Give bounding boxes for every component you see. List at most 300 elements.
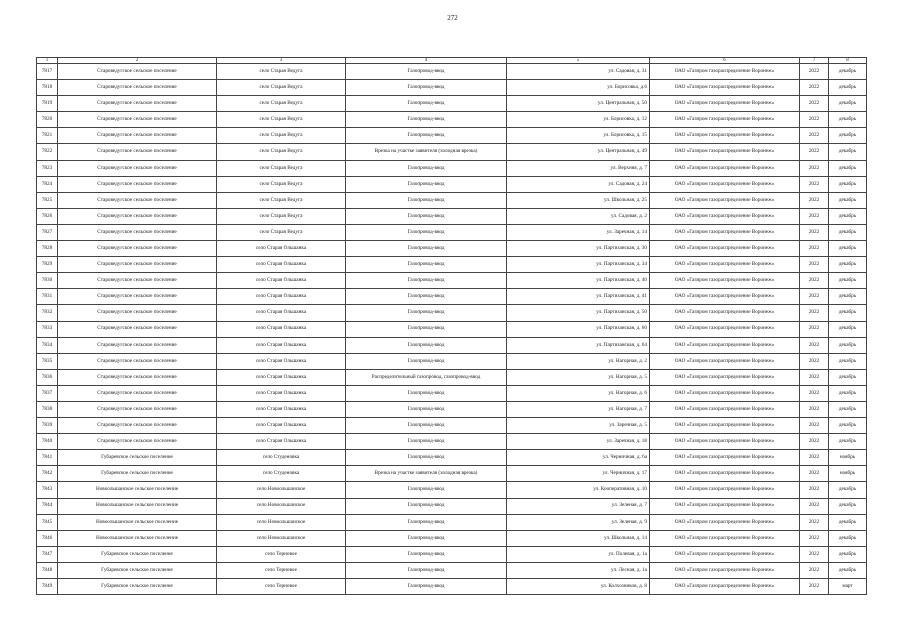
owner-cell: ОАО «Газпром газораспределение Воронеж»	[650, 192, 800, 208]
row-number: 7841	[37, 450, 58, 466]
village-cell: село Терновое	[217, 546, 346, 562]
row-number: 7821	[37, 128, 58, 144]
village-cell: село Старая Ведуга	[217, 208, 346, 224]
row-number: 7834	[37, 337, 58, 353]
object-type-cell: Газопровод-ввод	[346, 224, 507, 240]
row-number: 7833	[37, 321, 58, 337]
table-row	[37, 498, 867, 514]
address-cell: ул. Школьная, д. 25	[507, 192, 650, 208]
month-cell: ноябрь	[829, 450, 867, 466]
address-cell: ул. Нагорная, д. 7	[507, 401, 650, 417]
address-cell: ул. Черничная, д. 17	[507, 466, 650, 482]
village-cell: село Старая Ольшанка	[217, 257, 346, 273]
object-type-cell: Врезка на участке заявителя (холодная врезка)	[346, 466, 507, 482]
address-cell: ул. Заречная, д. 5	[507, 418, 650, 434]
settlement-cell: Староведугское сельское поселение	[58, 305, 217, 321]
village-cell: село Старая Ольшанка	[217, 321, 346, 337]
table-row	[37, 80, 867, 96]
table-row	[37, 579, 867, 595]
month-cell: декабрь	[829, 112, 867, 128]
month-cell: декабрь	[829, 241, 867, 257]
table-row	[37, 353, 867, 369]
village-cell: село Старая Ольшанка	[217, 289, 346, 305]
object-type-cell: Газопровод-ввод	[346, 498, 507, 514]
address-cell: ул. Колхозников, д. 8	[507, 579, 650, 595]
object-type-cell: Газопровод-ввод	[346, 353, 507, 369]
owner-cell: ОАО «Газпром газораспределение Воронеж»	[650, 353, 800, 369]
address-cell: ул. Партизанская, д. 30	[507, 241, 650, 257]
owner-cell: ОАО «Газпром газораспределение Воронеж»	[650, 579, 800, 595]
address-cell: ул. Зеленая, д. 9	[507, 514, 650, 530]
month-cell: декабрь	[829, 353, 867, 369]
object-type-cell: Газопровод-ввод	[346, 385, 507, 401]
village-cell: село Старая Ольшанка	[217, 385, 346, 401]
year-cell: 2022	[800, 64, 829, 80]
year-cell: 2022	[800, 192, 829, 208]
month-cell: декабрь	[829, 498, 867, 514]
address-cell: ул. Кооперативная, д. 10	[507, 482, 650, 498]
column-number: 5	[507, 58, 650, 64]
owner-cell: ОАО «Газпром газораспределение Воронеж»	[650, 289, 800, 305]
owner-cell: ОАО «Газпром газораспределение Воронеж»	[650, 337, 800, 353]
owner-cell: ОАО «Газпром газораспределение Воронеж»	[650, 144, 800, 160]
settlement-cell: Староведугское сельское поселение	[58, 401, 217, 417]
address-cell: ул. Полевая, д. 1а	[507, 546, 650, 562]
month-cell: декабрь	[829, 208, 867, 224]
object-type-cell: Газопровод-ввод	[346, 579, 507, 595]
row-number: 7832	[37, 305, 58, 321]
year-cell: 2022	[800, 434, 829, 450]
table-row	[37, 289, 867, 305]
row-number: 7823	[37, 160, 58, 176]
address-cell: ул. Садовая, д. 31	[507, 64, 650, 80]
village-cell: село Старая Ведуга	[217, 96, 346, 112]
address-cell: ул. Нагорная, д. 2	[507, 353, 650, 369]
settlement-cell: Староведугское сельское поселение	[58, 385, 217, 401]
village-cell: село Новоольшанское	[217, 482, 346, 498]
settlement-cell: Староведугское сельское поселение	[58, 224, 217, 240]
year-cell: 2022	[800, 257, 829, 273]
address-cell: ул. Нагорная, д. 6	[507, 385, 650, 401]
object-type-cell: Газопровод-ввод	[346, 273, 507, 289]
year-cell: 2022	[800, 514, 829, 530]
table-row	[37, 224, 867, 240]
owner-cell: ОАО «Газпром газораспределение Воронеж»	[650, 546, 800, 562]
row-number: 7835	[37, 353, 58, 369]
row-number: 7844	[37, 498, 58, 514]
object-type-cell: Газопровод-ввод	[346, 434, 507, 450]
row-number: 7826	[37, 208, 58, 224]
year-cell: 2022	[800, 289, 829, 305]
address-cell: ул. Партизанская, д. 60	[507, 321, 650, 337]
village-cell: село Старая Ольшанка	[217, 273, 346, 289]
table-row	[37, 530, 867, 546]
village-cell: село Терновое	[217, 579, 346, 595]
year-cell: 2022	[800, 128, 829, 144]
owner-cell: ОАО «Газпром газораспределение Воронеж»	[650, 401, 800, 417]
owner-cell: ОАО «Газпром газораспределение Воронеж»	[650, 418, 800, 434]
column-number: 6	[650, 58, 800, 64]
village-cell: село Студеновка	[217, 466, 346, 482]
address-cell: ул. Нагорная, д. 5	[507, 369, 650, 385]
month-cell: декабрь	[829, 321, 867, 337]
year-cell: 2022	[800, 96, 829, 112]
object-type-cell: Газопровод-ввод	[346, 546, 507, 562]
month-cell: декабрь	[829, 144, 867, 160]
row-number: 7840	[37, 434, 58, 450]
settlement-cell: Староведугское сельское поселение	[58, 128, 217, 144]
address-cell: ул. Садовая, д. 24	[507, 176, 650, 192]
object-type-cell: Газопровод-ввод	[346, 514, 507, 530]
table-row	[37, 241, 867, 257]
table-row	[37, 257, 867, 273]
object-type-cell: Распределительный газопровод, газопровод-ввод	[346, 369, 507, 385]
owner-cell: ОАО «Газпром газораспределение Воронеж»	[650, 241, 800, 257]
column-number: 2	[58, 58, 217, 64]
owner-cell: ОАО «Газпром газораспределение Воронеж»	[650, 305, 800, 321]
settlement-cell: Староведугское сельское поселение	[58, 337, 217, 353]
row-number: 7848	[37, 562, 58, 578]
row-number: 7849	[37, 579, 58, 595]
year-cell: 2022	[800, 579, 829, 595]
owner-cell: ОАО «Газпром газораспределение Воронеж»	[650, 466, 800, 482]
address-cell: ул. Садовая, д. 2	[507, 208, 650, 224]
table-row	[37, 112, 867, 128]
object-type-cell: Газопровод-ввод	[346, 128, 507, 144]
object-type-cell: Газопровод-ввод	[346, 176, 507, 192]
table-row	[37, 273, 867, 289]
owner-cell: ОАО «Газпром газораспределение Воронеж»	[650, 498, 800, 514]
year-cell: 2022	[800, 530, 829, 546]
month-cell: декабрь	[829, 96, 867, 112]
object-type-cell: Газопровод-ввод	[346, 450, 507, 466]
village-cell: село Студеновка	[217, 450, 346, 466]
row-number: 7839	[37, 418, 58, 434]
year-cell: 2022	[800, 385, 829, 401]
settlement-cell: Новоольшанское сельское поселение	[58, 498, 217, 514]
address-cell: ул. Партизанская, д. 50	[507, 305, 650, 321]
address-cell: ул. Борисовка, д.6	[507, 80, 650, 96]
row-number: 7831	[37, 289, 58, 305]
year-cell: 2022	[800, 337, 829, 353]
table-row	[37, 208, 867, 224]
village-cell: село Старая Ведуга	[217, 80, 346, 96]
row-number: 7825	[37, 192, 58, 208]
object-type-cell: Газопровод-ввод	[346, 530, 507, 546]
object-type-cell: Газопровод-ввод	[346, 192, 507, 208]
month-cell: декабрь	[829, 418, 867, 434]
month-cell: декабрь	[829, 482, 867, 498]
object-type-cell: Газопровод-ввод	[346, 96, 507, 112]
row-number: 7846	[37, 530, 58, 546]
owner-cell: ОАО «Газпром газораспределение Воронеж»	[650, 208, 800, 224]
table-row	[37, 385, 867, 401]
settlement-cell: Староведугское сельское поселение	[58, 353, 217, 369]
address-cell: ул. Борисовка, д. 12	[507, 112, 650, 128]
village-cell: село Старая Ведуга	[217, 64, 346, 80]
address-cell: ул. Лесная, д. 1а	[507, 562, 650, 578]
village-cell: село Старая Ольшанка	[217, 418, 346, 434]
row-number: 7847	[37, 546, 58, 562]
year-cell: 2022	[800, 241, 829, 257]
settlement-cell: Староведугское сельское поселение	[58, 369, 217, 385]
month-cell: декабрь	[829, 401, 867, 417]
year-cell: 2022	[800, 466, 829, 482]
village-cell: село Старая Ведуга	[217, 224, 346, 240]
table-row	[37, 321, 867, 337]
owner-cell: ОАО «Газпром газораспределение Воронеж»	[650, 450, 800, 466]
owner-cell: ОАО «Газпром газораспределение Воронеж»	[650, 321, 800, 337]
settlement-cell: Староведугское сельское поселение	[58, 273, 217, 289]
row-number: 7838	[37, 401, 58, 417]
owner-cell: ОАО «Газпром газораспределение Воронеж»	[650, 273, 800, 289]
year-cell: 2022	[800, 450, 829, 466]
settlement-cell: Староведугское сельское поселение	[58, 112, 217, 128]
row-number: 7822	[37, 144, 58, 160]
address-cell: ул. Зеленая, д. 7	[507, 498, 650, 514]
month-cell: март	[829, 579, 867, 595]
year-cell: 2022	[800, 305, 829, 321]
settlement-cell: Староведугское сельское поселение	[58, 64, 217, 80]
month-cell: декабрь	[829, 385, 867, 401]
year-cell: 2022	[800, 562, 829, 578]
year-cell: 2022	[800, 546, 829, 562]
owner-cell: ОАО «Газпром газораспределение Воронеж»	[650, 385, 800, 401]
table-row	[37, 418, 867, 434]
year-cell: 2022	[800, 160, 829, 176]
settlement-cell: Староведугское сельское поселение	[58, 176, 217, 192]
table-row	[37, 466, 867, 482]
column-number: 1	[37, 58, 58, 64]
month-cell: декабрь	[829, 434, 867, 450]
address-cell: ул. Заречная, д. 14	[507, 224, 650, 240]
object-type-cell: Газопровод-ввод	[346, 337, 507, 353]
row-number: 7842	[37, 466, 58, 482]
table-row	[37, 546, 867, 562]
row-number: 7837	[37, 385, 58, 401]
object-type-cell: Газопровод-ввод	[346, 562, 507, 578]
object-type-cell: Газопровод-ввод	[346, 305, 507, 321]
object-type-cell: Газопровод-ввод	[346, 418, 507, 434]
owner-cell: ОАО «Газпром газораспределение Воронеж»	[650, 64, 800, 80]
village-cell: село Старая Ведуга	[217, 160, 346, 176]
address-cell: ул. Центральная, д. 50	[507, 96, 650, 112]
column-number: 7	[800, 58, 829, 64]
settlement-cell: Староведугское сельское поселение	[58, 321, 217, 337]
settlement-cell: Губаревское сельское поселение	[58, 546, 217, 562]
month-cell: декабрь	[829, 273, 867, 289]
owner-cell: ОАО «Газпром газораспределение Воронеж»	[650, 80, 800, 96]
table-body	[37, 64, 867, 595]
village-cell: село Старая Ольшанка	[217, 337, 346, 353]
address-cell: ул. Партизанская, д. 41	[507, 289, 650, 305]
address-cell: ул. Заречная, д. 18	[507, 434, 650, 450]
gasification-register-table	[36, 57, 867, 595]
settlement-cell: Староведугское сельское поселение	[58, 434, 217, 450]
month-cell: ноябрь	[829, 466, 867, 482]
owner-cell: ОАО «Газпром газораспределение Воронеж»	[650, 112, 800, 128]
row-number: 7818	[37, 80, 58, 96]
row-number: 7827	[37, 224, 58, 240]
village-cell: село Новоольшанское	[217, 530, 346, 546]
village-cell: село Старая Ольшанка	[217, 401, 346, 417]
address-cell: ул. Школьная, д. 14	[507, 530, 650, 546]
object-type-cell: Газопровод-ввод	[346, 321, 507, 337]
row-number: 7830	[37, 273, 58, 289]
month-cell: декабрь	[829, 257, 867, 273]
table-row	[37, 96, 867, 112]
month-cell: декабрь	[829, 530, 867, 546]
column-number: 8	[829, 58, 867, 64]
year-cell: 2022	[800, 176, 829, 192]
year-cell: 2022	[800, 273, 829, 289]
year-cell: 2022	[800, 482, 829, 498]
table-row	[37, 450, 867, 466]
settlement-cell: Новоольшанское сельское поселение	[58, 530, 217, 546]
settlement-cell: Староведугское сельское поселение	[58, 80, 217, 96]
address-cell: ул. Партизанская, д. 40	[507, 273, 650, 289]
object-type-cell: Газопровод-ввод	[346, 112, 507, 128]
village-cell: село Старая Ведуга	[217, 128, 346, 144]
table-row	[37, 562, 867, 578]
village-cell: село Старая Ольшанка	[217, 369, 346, 385]
year-cell: 2022	[800, 369, 829, 385]
month-cell: декабрь	[829, 64, 867, 80]
table-row	[37, 434, 867, 450]
owner-cell: ОАО «Газпром газораспределение Воронеж»	[650, 434, 800, 450]
object-type-cell: Газопровод-ввод	[346, 401, 507, 417]
table-row	[37, 401, 867, 417]
owner-cell: ОАО «Газпром газораспределение Воронеж»	[650, 176, 800, 192]
column-number: 3	[217, 58, 346, 64]
settlement-cell: Староведугское сельское поселение	[58, 289, 217, 305]
owner-cell: ОАО «Газпром газораспределение Воронеж»	[650, 96, 800, 112]
row-number: 7843	[37, 482, 58, 498]
settlement-cell: Староведугское сельское поселение	[58, 257, 217, 273]
address-cell: ул. Партизанская, д. 34	[507, 257, 650, 273]
settlement-cell: Староведугское сельское поселение	[58, 192, 217, 208]
year-cell: 2022	[800, 353, 829, 369]
month-cell: декабрь	[829, 176, 867, 192]
table-row	[37, 482, 867, 498]
object-type-cell: Газопровод-ввод	[346, 257, 507, 273]
settlement-cell: Староведугское сельское поселение	[58, 418, 217, 434]
owner-cell: ОАО «Газпром газораспределение Воронеж»	[650, 128, 800, 144]
settlement-cell: Новоольшанское сельское поселение	[58, 514, 217, 530]
settlement-cell: Староведугское сельское поселение	[58, 241, 217, 257]
object-type-cell: Газопровод-ввод	[346, 289, 507, 305]
row-number: 7836	[37, 369, 58, 385]
owner-cell: ОАО «Газпром газораспределение Воронеж»	[650, 514, 800, 530]
page-number: 272	[447, 14, 458, 22]
village-cell: село Терновое	[217, 562, 346, 578]
address-cell: ул. Черничная, д. 6а	[507, 450, 650, 466]
table-row	[37, 305, 867, 321]
address-cell: ул. Борисовка, д. 15	[507, 128, 650, 144]
year-cell: 2022	[800, 401, 829, 417]
table-row	[37, 369, 867, 385]
month-cell: декабрь	[829, 305, 867, 321]
month-cell: декабрь	[829, 369, 867, 385]
month-cell: декабрь	[829, 562, 867, 578]
object-type-cell: Врезка на участке заявителя (холодная врезка)	[346, 144, 507, 160]
object-type-cell: Газопровод-ввод	[346, 160, 507, 176]
table-row	[37, 514, 867, 530]
row-number: 7824	[37, 176, 58, 192]
settlement-cell: Губаревское сельское поселение	[58, 450, 217, 466]
month-cell: декабрь	[829, 337, 867, 353]
year-cell: 2022	[800, 80, 829, 96]
table-row	[37, 176, 867, 192]
owner-cell: ОАО «Газпром газораспределение Воронеж»	[650, 369, 800, 385]
object-type-cell: Газопровод-ввод	[346, 208, 507, 224]
year-cell: 2022	[800, 224, 829, 240]
month-cell: декабрь	[829, 546, 867, 562]
row-number: 7820	[37, 112, 58, 128]
owner-cell: ОАО «Газпром газораспределение Воронеж»	[650, 224, 800, 240]
month-cell: декабрь	[829, 514, 867, 530]
owner-cell: ОАО «Газпром газораспределение Воронеж»	[650, 482, 800, 498]
year-cell: 2022	[800, 144, 829, 160]
village-cell: село Старая Ведуга	[217, 192, 346, 208]
owner-cell: ОАО «Газпром газораспределение Воронеж»	[650, 562, 800, 578]
address-cell: ул. Центральная, д. 49	[507, 144, 650, 160]
row-number: 7829	[37, 257, 58, 273]
settlement-cell: Новоольшанское сельское поселение	[58, 482, 217, 498]
object-type-cell: Газопровод-ввод	[346, 80, 507, 96]
year-cell: 2022	[800, 498, 829, 514]
table-row	[37, 144, 867, 160]
column-number: 4	[346, 58, 507, 64]
settlement-cell: Староведугское сельское поселение	[58, 96, 217, 112]
village-cell: село Новоольшанское	[217, 498, 346, 514]
settlement-cell: Староведугское сельское поселение	[58, 208, 217, 224]
month-cell: декабрь	[829, 80, 867, 96]
village-cell: село Старая Ольшанка	[217, 241, 346, 257]
row-number: 7828	[37, 241, 58, 257]
owner-cell: ОАО «Газпром газораспределение Воронеж»	[650, 257, 800, 273]
table-row	[37, 192, 867, 208]
address-cell: ул. Партизанская, д. 64	[507, 337, 650, 353]
settlement-cell: Губаревское сельское поселение	[58, 466, 217, 482]
village-cell: село Старая Ольшанка	[217, 434, 346, 450]
row-number: 7819	[37, 96, 58, 112]
owner-cell: ОАО «Газпром газораспределение Воронеж»	[650, 160, 800, 176]
settlement-cell: Губаревское сельское поселение	[58, 579, 217, 595]
village-cell: село Старая Ведуга	[217, 112, 346, 128]
table-row	[37, 160, 867, 176]
village-cell: село Новоольшанское	[217, 514, 346, 530]
year-cell: 2022	[800, 418, 829, 434]
owner-cell: ОАО «Газпром газораспределение Воронеж»	[650, 530, 800, 546]
village-cell: село Старая Ведуга	[217, 144, 346, 160]
table-row	[37, 64, 867, 80]
object-type-cell: Газопровод-ввод	[346, 241, 507, 257]
month-cell: декабрь	[829, 224, 867, 240]
village-cell: село Старая Ольшанка	[217, 353, 346, 369]
month-cell: декабрь	[829, 128, 867, 144]
table-row	[37, 337, 867, 353]
year-cell: 2022	[800, 321, 829, 337]
object-type-cell: Газопровод-ввод	[346, 64, 507, 80]
row-number: 7845	[37, 514, 58, 530]
row-number: 7817	[37, 64, 58, 80]
village-cell: село Старая Ольшанка	[217, 305, 346, 321]
year-cell: 2022	[800, 208, 829, 224]
settlement-cell: Староведугское сельское поселение	[58, 160, 217, 176]
month-cell: декабрь	[829, 160, 867, 176]
settlement-cell: Губаревское сельское поселение	[58, 562, 217, 578]
